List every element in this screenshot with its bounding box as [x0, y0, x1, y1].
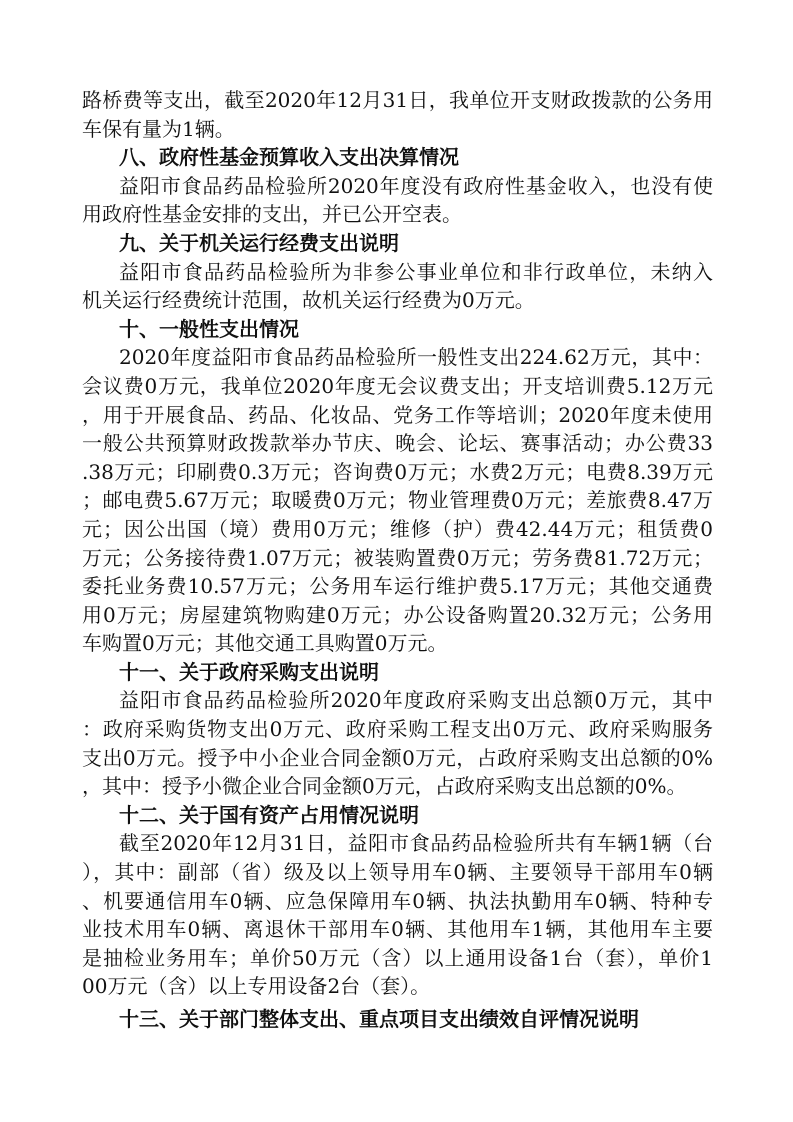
paragraph-line: 支出0万元。授予中小企业合同金额0万元，占政府采购支出总额的0% — [82, 745, 713, 770]
paragraph-line: 会议费0万元，我单位2020年度无会议费支出；开支培训费5.12万元 — [82, 373, 713, 398]
paragraph-line: 委托业务费10.57万元；公务用车运行维护费5.17万元；其他交通费 — [82, 574, 713, 599]
paragraph-line: ，用于开展食品、药品、化妆品、党务工作等培训；2020年度未使用 — [82, 402, 713, 427]
paragraph-line: 万元；公务接待费1.07万元；被装购置费0万元；劳务费81.72万元； — [82, 545, 713, 570]
section-heading: 十二、关于国有资产占用情况说明 — [119, 802, 419, 827]
paragraph-line: 车购置0万元；其他交通工具购置0万元。 — [82, 631, 448, 656]
document-page — [82, 86, 713, 1034]
paragraph-line: ：政府采购货物支出0万元、政府采购工程支出0万元、政府采购服务 — [82, 717, 713, 742]
paragraph-line: ），其中：副部（省）级及以上领导用车0辆、主要领导干部用车0辆 — [82, 860, 713, 885]
paragraph-line: 益阳市食品药品检验所2020年度没有政府性基金收入，也没有使 — [119, 173, 713, 198]
section-heading: 十一、关于政府采购支出说明 — [119, 659, 379, 684]
section-heading: 十三、关于部门整体支出、重点项目支出绩效自评情况说明 — [119, 1007, 639, 1031]
paragraph-line: ，其中：授予小微企业合同金额0万元，占政府采购支出总额的0%。 — [82, 774, 687, 799]
paragraph-line: 是抽检业务用车；单价50万元（含）以上通用设备1台（套），单价1 — [82, 945, 713, 970]
paragraph-line: 元；因公出国（境）费用0万元；维修（护）费42.44万元；租赁费0 — [82, 516, 713, 541]
paragraph-line: 用政府性基金安排的支出，并已公开空表。 — [82, 202, 462, 227]
paragraph-line: 2020年度益阳市食品药品检验所一般性支出224.62万元，其中： — [119, 345, 713, 370]
paragraph-line: 00万元（含）以上专用设备2台（套）。 — [82, 974, 431, 999]
paragraph-line: ；邮电费5.67万元；取暖费0万元；物业管理费0万元；差旅费8.47万 — [82, 488, 713, 513]
section-heading: 十、一般性支出情况 — [119, 316, 299, 341]
paragraph-line: 机关运行经费统计范围，故机关运行经费为0万元。 — [82, 288, 535, 313]
paragraph-line: 路桥费等支出，截至2020年12月31日，我单位开支财政拨款的公务用 — [82, 88, 713, 112]
section-heading: 九、关于机关运行经费支出说明 — [119, 230, 399, 255]
paragraph-line: 益阳市食品药品检验所2020年度政府采购支出总额0万元，其中 — [119, 688, 713, 713]
paragraph-line: 业技术用车0辆、离退休干部用车0辆、其他用车1辆，其他用车主要 — [82, 917, 713, 942]
paragraph-line: 益阳市食品药品检验所为非参公事业单位和非行政单位，未纳入 — [119, 259, 713, 284]
paragraph-line: 车保有量为1辆。 — [82, 116, 235, 141]
paragraph-line: 一般公共预算财政拨款举办节庆、晚会、论坛、赛事活动；办公费33 — [82, 431, 713, 456]
paragraph-line: 、机要通信用车0辆、应急保障用车0辆、执法执勤用车0辆、特种专 — [82, 888, 713, 913]
paragraph-line: 用0万元；房屋建筑物购建0万元；办公设备购置20.32万元；公务用 — [82, 602, 713, 627]
paragraph-line: .38万元；印刷费0.3万元；咨询费0万元；水费2万元；电费8.39万元 — [82, 459, 713, 484]
section-heading: 八、政府性基金预算收入支出决算情况 — [119, 145, 459, 170]
paragraph-line: 截至2020年12月31日，益阳市食品药品检验所共有车辆1辆（台 — [119, 831, 713, 856]
